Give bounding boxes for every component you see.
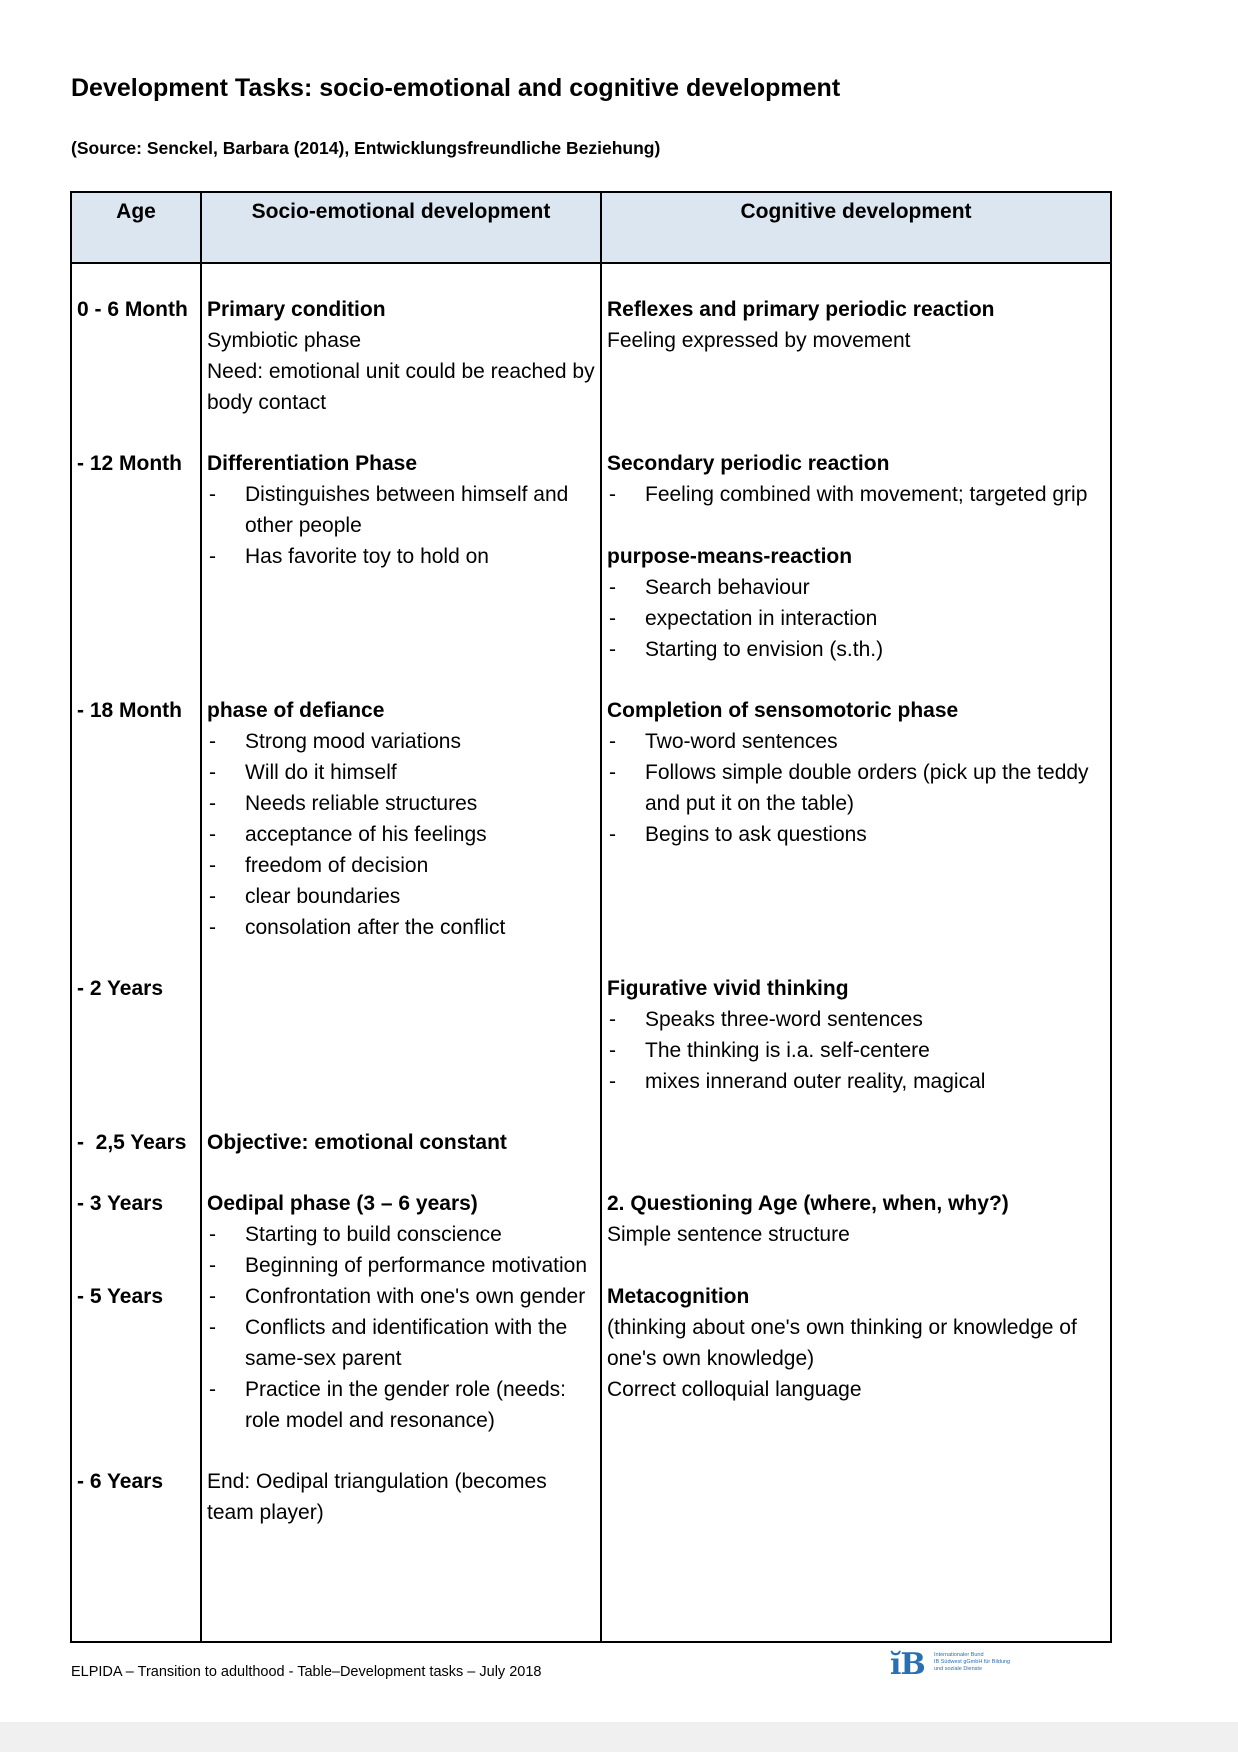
age-cell: - 5 Years: [71, 1281, 201, 1436]
socio-cell: [201, 1188, 601, 1281]
socio-cell: [201, 1127, 601, 1158]
table-row: [71, 1127, 1111, 1158]
list-item: - The thinking is i.a. self-centere: [607, 1035, 1105, 1066]
cognitive-cell: [601, 1281, 1111, 1436]
table-row: [71, 1466, 1111, 1528]
socio-cell: [201, 1466, 601, 1528]
header-age: Age: [71, 192, 201, 263]
socio-list: [207, 1281, 595, 1436]
age-cell: - 2,5 Years: [71, 1127, 201, 1158]
table-spacer-row: [71, 263, 1111, 294]
list-item: - Will do it himself: [207, 757, 595, 788]
socio-list: [207, 1219, 595, 1281]
socio-cell: [201, 695, 601, 943]
table-row: [71, 1188, 1111, 1281]
table-spacer-row: [71, 665, 1111, 695]
list-item: - Practice in the gender role (needs: role model and resonance): [207, 1374, 595, 1436]
document-title: Development Tasks: socio-emotional and cognitive development: [71, 74, 841, 102]
cognitive-cell: [601, 1466, 1111, 1528]
cognitive-heading: Secondary periodic reaction: [607, 452, 890, 475]
page-bottom-band: [0, 1722, 1238, 1752]
cognitive-cell: [601, 448, 1111, 665]
table-row: [71, 448, 1111, 665]
list-item: - freedom of decision: [207, 850, 595, 881]
cognitive-cell: [601, 695, 1111, 943]
age-cell: - 3 Years: [71, 1188, 201, 1281]
age-cell: 0 - 6 Month: [71, 294, 201, 418]
socio-cell: [201, 1281, 601, 1436]
ib-logo-text: Internationaler Bund IB Südwest gGmbH für Bildung und soziale Dienste: [934, 1652, 1011, 1672]
socio-heading: Differentiation Phase: [207, 452, 418, 475]
table-spacer-row: [71, 1158, 1111, 1188]
list-item: - Feeling combined with movement; targeted grip: [607, 479, 1105, 510]
socio-cell: [201, 448, 601, 665]
table-row: [71, 294, 1111, 418]
cognitive-list: [607, 1004, 1105, 1097]
socio-cell: [201, 973, 601, 1097]
list-item: - Distinguishes between himself and other people: [207, 479, 595, 541]
list-item: - mixes innerand outer reality, magical: [607, 1066, 1105, 1097]
cognitive-line: (thinking about one's own thinking or knowledge of one's own knowledge): [607, 1316, 1077, 1370]
table-spacer-row: [71, 418, 1111, 448]
cognitive-heading: Reflexes and primary periodic reaction: [607, 298, 995, 321]
table-spacer-row: [71, 943, 1111, 973]
header-socio-emotional: Socio-emotional development: [201, 192, 601, 263]
list-item: - consolation after the conflict: [207, 912, 595, 943]
table-row: [71, 973, 1111, 1097]
list-item: - Follows simple double orders (pick up the teddy and put it on the table): [607, 757, 1105, 819]
list-item: - Conflicts and identification with the same-sex parent: [207, 1312, 595, 1374]
socio-line: End: Oedipal triangulation (becomes team player): [207, 1470, 547, 1524]
header-cognitive: Cognitive development: [601, 192, 1111, 263]
list-item: - acceptance of his feelings: [207, 819, 595, 850]
socio-line: Need: emotional unit could be reached by body contact: [207, 360, 595, 414]
socio-heading: phase of defiance: [207, 699, 385, 722]
table-filler-row: [71, 1528, 1111, 1642]
list-item: - Has favorite toy to hold on: [207, 541, 595, 572]
age-cell: - 18 Month: [71, 695, 201, 943]
list-item: - Needs reliable structures: [207, 788, 595, 819]
cognitive-list: [607, 479, 1105, 510]
cognitive-cell: [601, 1127, 1111, 1158]
cognitive-line: Correct colloquial language: [607, 1378, 862, 1401]
list-item: - Search behaviour: [607, 572, 1105, 603]
socio-list: [207, 726, 595, 943]
socio-heading: Objective: emotional constant: [207, 1131, 507, 1154]
table-row: [71, 695, 1111, 943]
cognitive-list: [607, 572, 1105, 665]
cognitive-heading: purpose-means-reaction: [607, 545, 853, 568]
age-cell: - 2 Years: [71, 973, 201, 1097]
cognitive-heading: Completion of sensomotoric phase: [607, 699, 959, 722]
age-cell: - 12 Month: [71, 448, 201, 665]
cognitive-line: Simple sentence structure: [607, 1223, 850, 1246]
cognitive-list: [607, 726, 1105, 850]
socio-heading: Oedipal phase (3 – 6 years): [207, 1192, 478, 1215]
list-item: - clear boundaries: [207, 881, 595, 912]
socio-heading: Primary condition: [207, 298, 386, 321]
list-item: - Two-word sentences: [607, 726, 1105, 757]
list-item: - Beginning of performance motivation: [207, 1250, 595, 1281]
page-footer: ELPIDA – Transition to adulthood - Table–Development tasks – July 2018: [71, 1664, 542, 1680]
development-table: [70, 191, 1112, 1643]
table-header-row: [71, 192, 1111, 263]
cognitive-heading: 2. Questioning Age (where, when, why?): [607, 1192, 1009, 1215]
socio-cell: [201, 294, 601, 418]
list-item: - Begins to ask questions: [607, 819, 1105, 850]
source-citation: (Source: Senckel, Barbara (2014), Entwicklungsfreundliche Beziehung): [71, 138, 661, 158]
socio-list: [207, 479, 595, 572]
table-spacer-row: [71, 1436, 1111, 1466]
cognitive-heading: Metacognition: [607, 1285, 750, 1308]
socio-line: Symbiotic phase: [207, 329, 362, 352]
table-spacer-row: [71, 1097, 1111, 1127]
cognitive-heading: Figurative vivid thinking: [607, 977, 849, 1000]
list-item: - Strong mood variations: [207, 726, 595, 757]
cognitive-cell: [601, 973, 1111, 1097]
ib-logo-icon: ĭB: [890, 1647, 925, 1682]
list-item: - Starting to build conscience: [207, 1219, 595, 1250]
ib-logo: [890, 1648, 1030, 1684]
cognitive-line: Feeling expressed by movement: [607, 329, 911, 352]
list-item: - Confrontation with one's own gender: [207, 1281, 595, 1312]
cognitive-cell: [601, 294, 1111, 418]
cognitive-cell: [601, 1188, 1111, 1281]
list-item: - Starting to envision (s.th.): [607, 634, 1105, 665]
table-row: [71, 1281, 1111, 1436]
list-item: - expectation in interaction: [607, 603, 1105, 634]
list-item: - Speaks three-word sentences: [607, 1004, 1105, 1035]
age-cell: - 6 Years: [71, 1466, 201, 1528]
